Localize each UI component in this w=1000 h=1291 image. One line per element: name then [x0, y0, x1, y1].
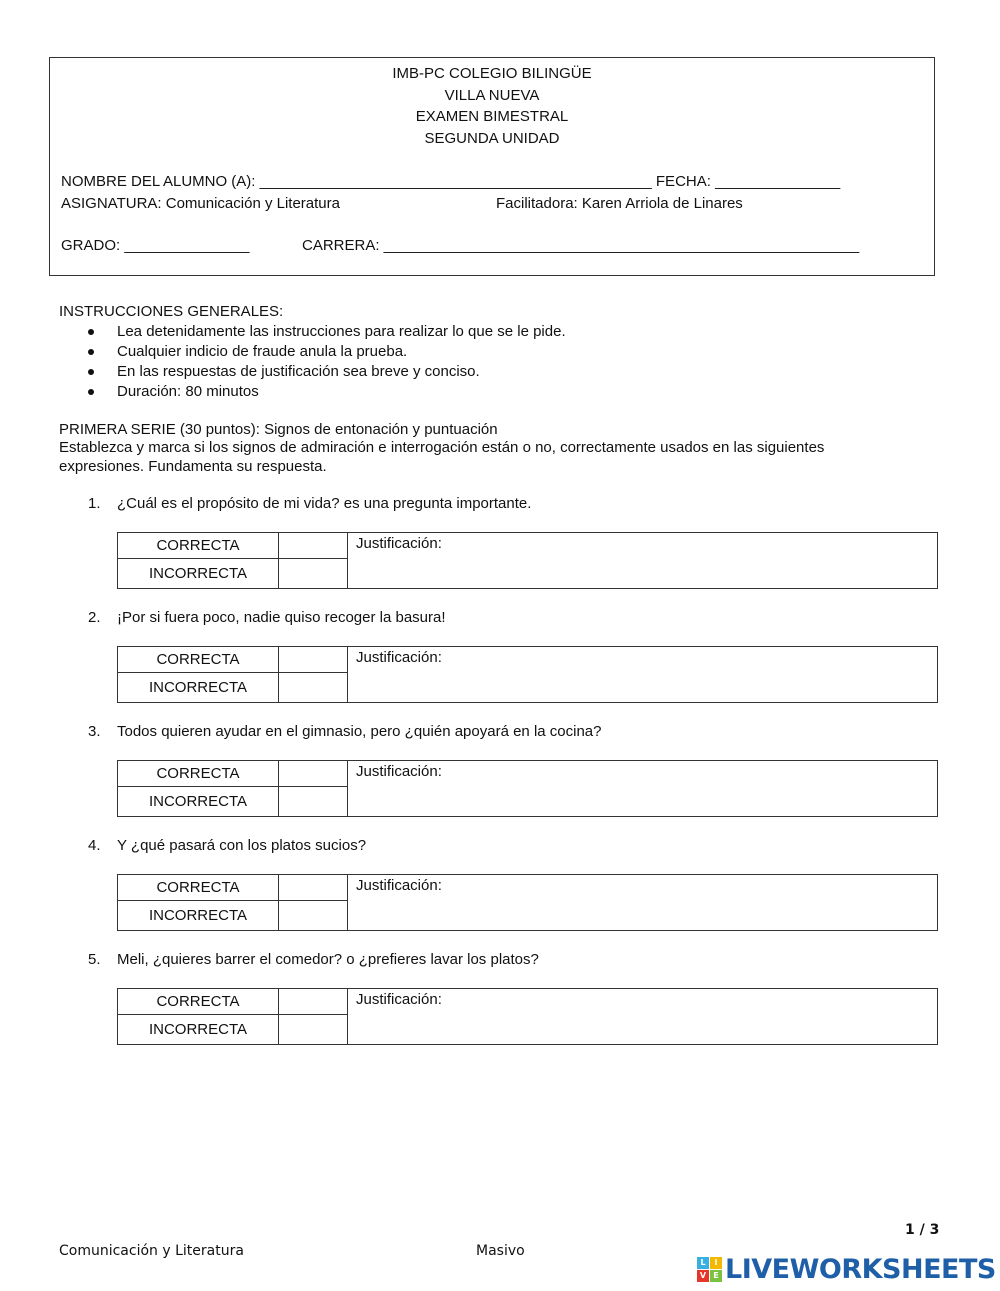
option-correct-label: CORRECTA	[156, 879, 240, 896]
option-correct-label: CORRECTA	[156, 537, 240, 554]
logo-icon: L I V E	[697, 1257, 722, 1282]
justification-field[interactable]	[348, 1009, 937, 1044]
mark-incorrect-box[interactable]	[279, 1015, 347, 1045]
school-name: IMB-PC COLEGIO BILINGÜE	[392, 65, 592, 82]
exam-header	[49, 57, 935, 276]
option-incorrect-label: INCORRECTA	[148, 793, 248, 810]
answer-table-1	[117, 532, 938, 589]
justification-label: Justificación:	[356, 763, 442, 780]
mark-correct-box[interactable]	[279, 989, 347, 1014]
option-incorrect-label: INCORRECTA	[148, 1021, 248, 1038]
instructions-title: INSTRUCCIONES GENERALES:	[59, 303, 284, 320]
teacher-label: Facilitadora: Karen Arriola de Linares	[496, 195, 743, 212]
student-name-field[interactable]: NOMBRE DEL ALUMNO (A): _______________________________________________ FECHA: _______________	[61, 173, 841, 190]
mark-incorrect-box[interactable]	[279, 787, 347, 817]
mark-correct-box[interactable]	[279, 761, 347, 786]
mark-incorrect-box[interactable]	[279, 901, 347, 931]
mark-correct-box[interactable]	[279, 533, 347, 558]
answer-table-3	[117, 760, 938, 817]
career-field[interactable]: CARRERA: _________________________________________________________	[302, 237, 860, 254]
school-city: VILLA NUEVA	[444, 87, 540, 104]
question-text: Y ¿qué pasará con los platos sucios?	[117, 837, 367, 854]
justification-label: Justificación:	[356, 877, 442, 894]
list-item: Lea detenidamente las instrucciones para realizar lo que se le pide.	[88, 322, 566, 342]
exam-unit: SEGUNDA UNIDAD	[424, 130, 560, 147]
subject-label: ASIGNATURA: Comunicación y Literatura	[61, 195, 340, 212]
mark-incorrect-box[interactable]	[279, 559, 347, 589]
mark-correct-box[interactable]	[279, 647, 347, 672]
footer-modality: Masivo	[476, 1243, 525, 1259]
question-number: 4.	[88, 837, 101, 854]
option-correct-label: CORRECTA	[156, 651, 240, 668]
question-text: ¡Por si fuera poco, nadie quiso recoger la basura!	[117, 609, 446, 626]
instructions-list	[88, 322, 566, 402]
liveworksheets-logo	[697, 1255, 996, 1283]
option-correct-label: CORRECTA	[156, 993, 240, 1010]
mark-incorrect-box[interactable]	[279, 673, 347, 703]
bullet-icon	[88, 389, 94, 395]
option-incorrect-label: INCORRECTA	[148, 565, 248, 582]
question-number: 1.	[88, 495, 101, 512]
series-title: PRIMERA SERIE (30 puntos): Signos de entonación y puntuación	[59, 421, 498, 438]
mark-correct-box[interactable]	[279, 875, 347, 900]
bullet-icon	[88, 369, 94, 375]
option-correct-label: CORRECTA	[156, 765, 240, 782]
justification-label: Justificación:	[356, 991, 442, 1008]
page-number: 1 / 3	[905, 1222, 940, 1238]
footer-subject: Comunicación y Literatura	[59, 1243, 244, 1259]
question-number: 5.	[88, 951, 101, 968]
answer-table-4	[117, 874, 938, 931]
question-number: 3.	[88, 723, 101, 740]
exam-type: EXAMEN BIMESTRAL	[415, 108, 569, 125]
justification-field[interactable]	[348, 781, 937, 816]
grade-field[interactable]: GRADO: _______________	[61, 237, 250, 254]
series-description-2: expresiones. Fundamenta su respuesta.	[59, 458, 327, 475]
option-incorrect-label: INCORRECTA	[148, 679, 248, 696]
justification-field[interactable]	[348, 667, 937, 702]
justification-label: Justificación:	[356, 535, 442, 552]
list-item: Duración: 80 minutos	[88, 382, 566, 402]
question-text: Meli, ¿quieres barrer el comedor? o ¿prefieres lavar los platos?	[117, 951, 539, 968]
answer-table-2	[117, 646, 938, 703]
justification-field[interactable]	[348, 895, 937, 930]
list-item: En las respuestas de justificación sea breve y conciso.	[88, 362, 566, 382]
option-incorrect-label: INCORRECTA	[148, 907, 248, 924]
bullet-icon	[88, 329, 94, 335]
question-text: ¿Cuál es el propósito de mi vida? es una pregunta importante.	[117, 495, 532, 512]
question-text: Todos quieren ayudar en el gimnasio, pero ¿quién apoyará en la cocina?	[117, 723, 602, 740]
question-number: 2.	[88, 609, 101, 626]
logo-text: LIVEWORKSHEETS	[725, 1253, 996, 1285]
list-item: Cualquier indicio de fraude anula la prueba.	[88, 342, 566, 362]
answer-table-5	[117, 988, 938, 1045]
series-description-1: Establezca y marca si los signos de admiración e interrogación están o no, correctamente usados en las siguientes	[59, 439, 825, 456]
bullet-icon	[88, 349, 94, 355]
justification-label: Justificación:	[356, 649, 442, 666]
justification-field[interactable]	[348, 553, 937, 588]
